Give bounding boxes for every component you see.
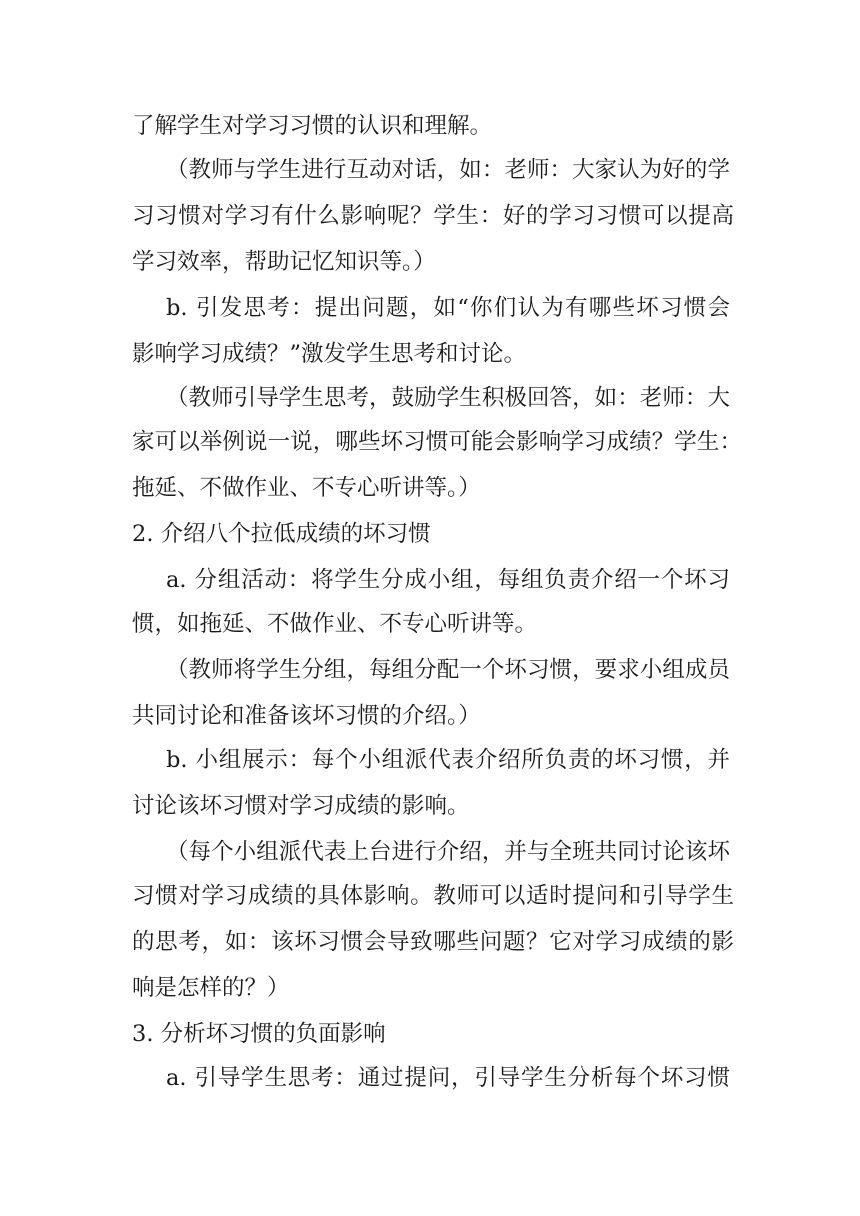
paragraph-line: 拖延、不做作业、不专心听讲等。） <box>132 475 481 501</box>
paragraph-line: （教师引导学生思考，鼓励学生积极回答，如：老师：大 <box>166 385 730 411</box>
paragraph-line: 了解学生对学习习惯的认识和理解。 <box>132 113 493 139</box>
section-heading: 3. 分析坏习惯的负面影响 <box>132 1021 386 1047</box>
paragraph-line: b. 小组展示：每个小组派代表介绍所负责的坏习惯，并 <box>166 747 730 773</box>
paragraph-line: （教师将学生分组，每组分配一个坏习惯，要求小组成员 <box>166 657 730 683</box>
paragraph-line: b. 引发思考：提出问题，如“你们认为有哪些坏习惯会 <box>166 295 730 321</box>
paragraph-line: a. 分组活动：将学生分成小组，每组负责介绍一个坏习 <box>166 567 730 593</box>
paragraph-line: 学习效率，帮助记忆知识等。） <box>132 249 436 275</box>
paragraph-line: （教师与学生进行互动对话，如：老师：大家认为好的学 <box>166 157 730 183</box>
paragraph-line: 的思考，如：该坏习惯会导致哪些问题？它对学习成绩的影 <box>132 929 734 955</box>
paragraph-line: 响是怎样的？） <box>132 975 290 1001</box>
paragraph-line: 共同讨论和准备该坏习惯的介绍。） <box>132 703 481 729</box>
paragraph-line: （每个小组派代表上台进行介绍，并与全班共同讨论该坏 <box>166 839 730 865</box>
paragraph-line: 家可以举例说一说，哪些坏习惯可能会影响学习成绩？学生： <box>132 429 742 455</box>
paragraph-line: 影响学习成绩？”激发学生思考和讨论。 <box>132 341 527 367</box>
paragraph-line: 讨论该坏习惯对学习成绩的影响。 <box>132 793 470 819</box>
section-heading: 2. 介绍八个拉低成绩的坏习惯 <box>132 521 431 547</box>
paragraph-line: 惯，如拖延、不做作业、不专心听讲等。 <box>132 611 538 637</box>
paragraph-line: 习习惯对学习有什么影响呢？学生：好的学习习惯可以提高 <box>132 203 734 229</box>
paragraph-line: 习惯对学习成绩的具体影响。教师可以适时提问和引导学生 <box>132 883 734 909</box>
paragraph-line: a. 引导学生思考：通过提问，引导学生分析每个坏习惯 <box>166 1065 730 1091</box>
